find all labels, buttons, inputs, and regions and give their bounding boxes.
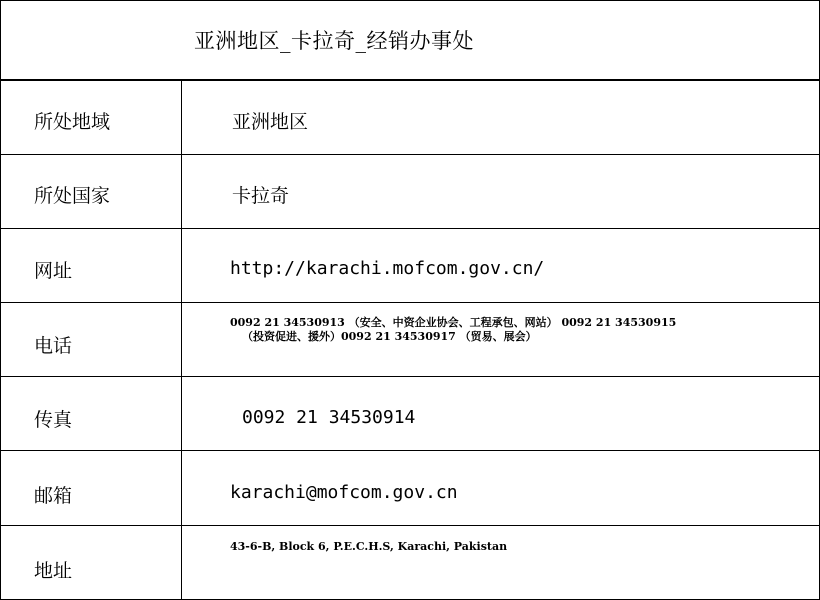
website-link[interactable]: http://karachi.mofcom.gov.cn/ [230,258,545,279]
fax-label: 传真 [34,409,73,431]
email-label: 邮箱 [34,485,73,507]
table-row-address [1,526,819,599]
region-label: 所处地域 [34,111,111,133]
table-row-email [1,451,819,526]
fax-value: 0092 21 34530914 [242,407,416,428]
title-row [1,1,819,81]
address-label: 地址 [34,560,73,582]
region-value: 亚洲地区 [232,111,309,133]
phone-value [230,312,790,347]
email-link[interactable]: karachi@mofcom.gov.cn [230,482,458,503]
page-title: 亚洲地区_卡拉奇_经销办事处 [194,29,474,53]
table-row-fax [1,377,819,451]
website-label: 网址 [34,260,73,282]
country-value: 卡拉奇 [232,185,290,207]
table-row-region [1,81,819,155]
address-value: 43-6-B, Block 6, P.E.C.H.S, Karachi, Pakistan [230,540,508,553]
table-row-phone [1,303,819,377]
table-row-website [1,229,819,303]
phone-label: 电话 [34,335,73,357]
phone-line-2: （投资促进、援外）0092 21 34530917 （贸易、展会） [242,330,537,343]
table-row-country [1,155,819,229]
country-label: 所处国家 [34,185,111,207]
phone-line-1: 0092 21 34530913 （安全、中资企业协会、工程承包、网站） 0092 21 34530915 [230,316,677,329]
